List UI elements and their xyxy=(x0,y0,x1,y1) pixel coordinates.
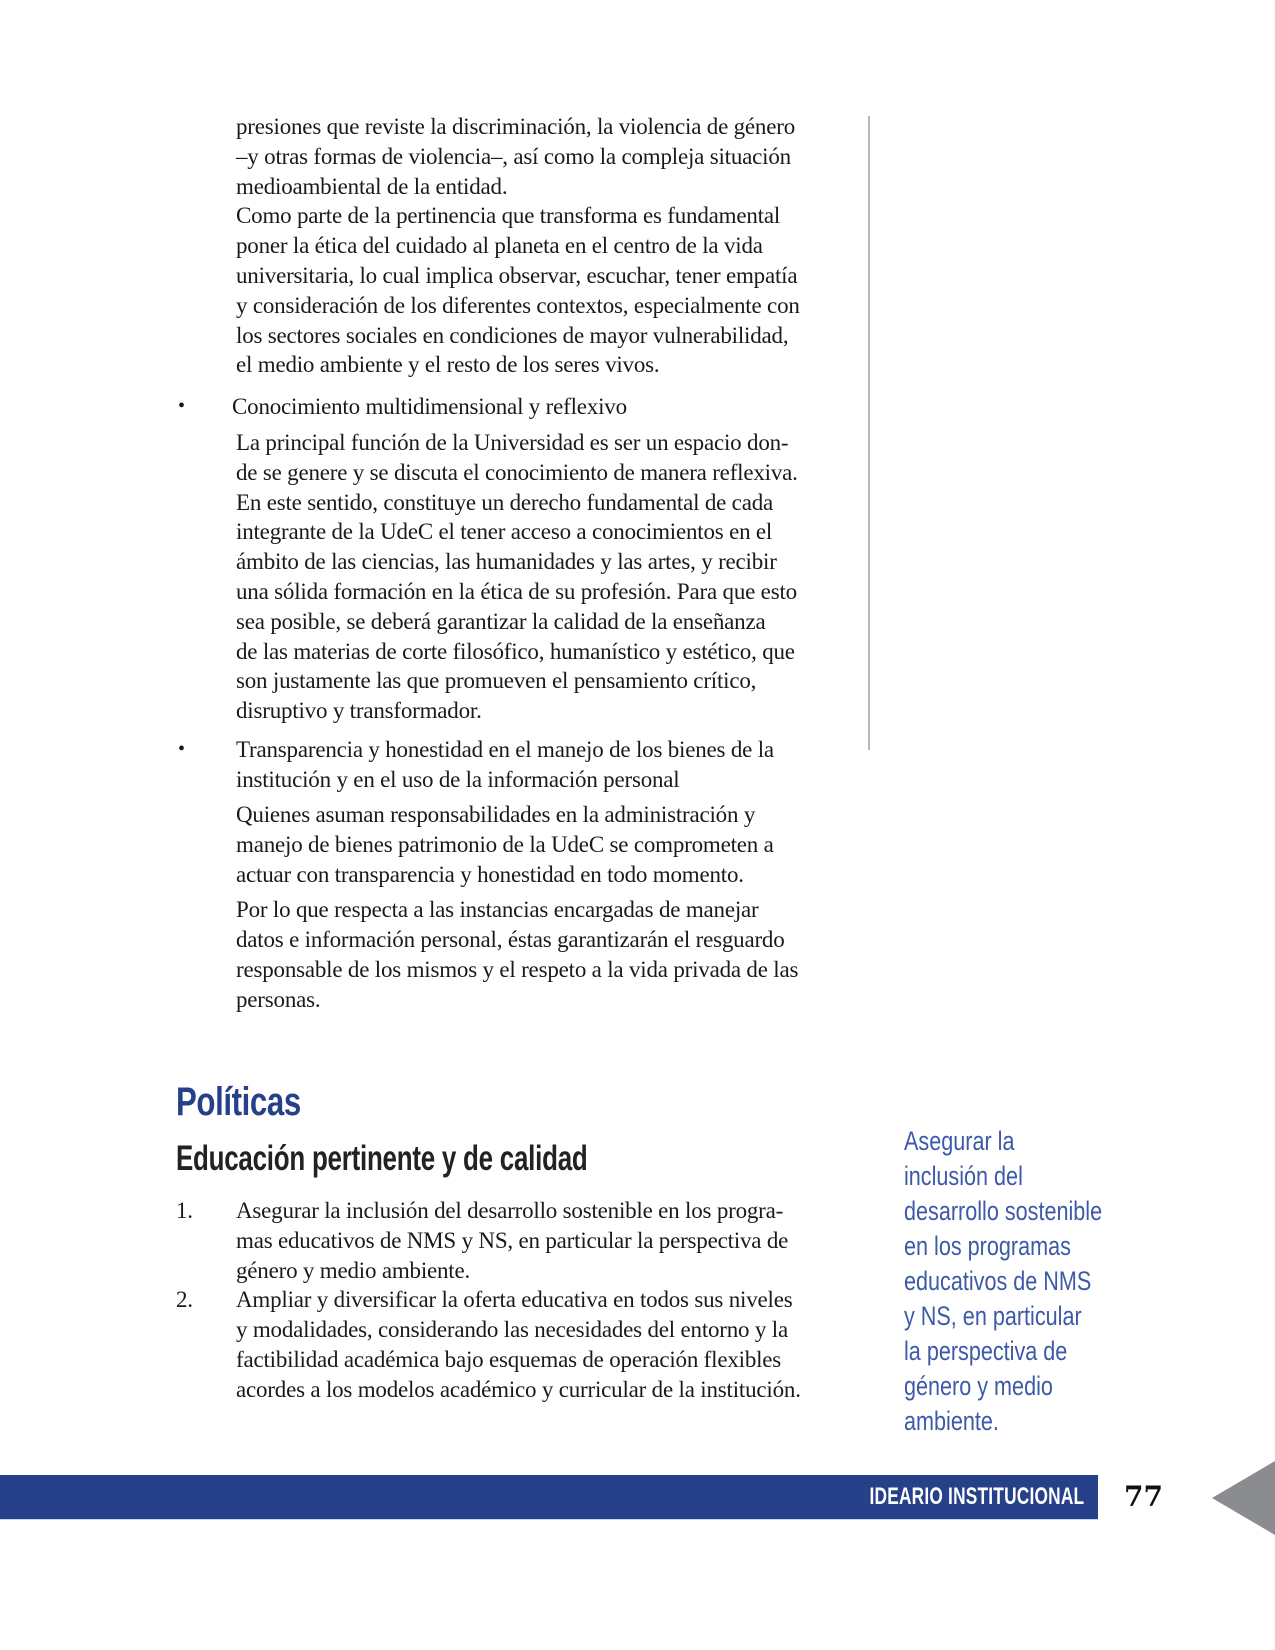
pull-quote-line: género y medio xyxy=(904,1371,1053,1401)
pull-quote-line: ambiente. xyxy=(904,1406,999,1436)
bullet-body-transparency xyxy=(236,800,848,1015)
text-line: presiones que reviste la discriminación, la violencia de género xyxy=(236,114,795,139)
bullet-marker: • xyxy=(178,395,186,417)
text-line: de las materias de corte filosófico, humanístico y estético, que xyxy=(236,638,795,664)
text-line: medioambiental de la entidad. xyxy=(236,173,508,199)
section-subtitle: Educación pertinente y de calidad xyxy=(176,1139,588,1178)
text-line: y modalidades, considerando las necesidades del entorno y la xyxy=(236,1317,788,1343)
text-line: factibilidad académica bajo esquemas de operación flexibles xyxy=(236,1346,782,1372)
text-line: –y otras formas de violencia–, así como la compleja situación xyxy=(236,143,791,169)
section-title: Políticas xyxy=(176,1080,301,1124)
page-number: 77 xyxy=(1124,1480,1163,1513)
bullet-heading xyxy=(232,392,844,422)
text-line: acordes a los modelos académico y curricular de la institución. xyxy=(236,1376,801,1402)
text-line: Asegurar la inclusión del desarrollo sostenible en los progra- xyxy=(236,1198,784,1223)
text-line: son justamente las que promueven el pensamiento crítico, xyxy=(236,668,757,694)
text-line: Quienes asuman responsabilidades en la administración y xyxy=(236,802,756,827)
text-line: mas educativos de NMS y NS, en particular la perspectiva de xyxy=(236,1227,789,1253)
pull-quote-line: la perspectiva de xyxy=(904,1336,1068,1366)
policy-item xyxy=(176,1196,848,1285)
bullet-item-transparency xyxy=(236,735,848,795)
pull-quote-line: en los programas xyxy=(904,1231,1071,1261)
text-line: Como parte de la pertinencia que transforma es fundamental xyxy=(236,203,781,229)
text-line: Transparencia y honestidad en el manejo de los bienes de la xyxy=(236,737,774,762)
administration-paragraph xyxy=(236,800,848,889)
text-line: integrante de la UdeC el tener acceso a conocimientos en el xyxy=(236,519,773,545)
footer-label: IDEARIO INSTITUCIONAL xyxy=(869,1483,1084,1510)
text-line: poner la ética del cuidado al planeta en el centro de la vida xyxy=(236,233,763,259)
text-line: Conocimiento multidimensional y reflexivo xyxy=(232,394,627,419)
text-line: Ampliar y diversificar la oferta educativa en todos sus niveles xyxy=(236,1287,793,1313)
continuation-paragraph xyxy=(236,112,848,201)
text-line: disruptivo y transformador. xyxy=(236,698,482,724)
pull-quote-line: Asegurar la xyxy=(904,1126,1015,1156)
text-line: responsable de los mismos y el respeto a la vida privada de las xyxy=(236,956,799,982)
policy-list xyxy=(176,1196,848,1405)
bullet-marker: • xyxy=(178,738,186,760)
text-line: institución y en el uso de la información personal xyxy=(236,766,680,792)
text-line: actuar con transparencia y honestidad en todo momento. xyxy=(236,861,744,887)
bullet-heading xyxy=(236,735,848,795)
page-turn-triangle-icon[interactable] xyxy=(1212,1461,1275,1535)
personal-data-paragraph xyxy=(236,895,848,1014)
column-divider-rule xyxy=(868,116,870,750)
text-line: el medio ambiente y el resto de los seres vivos. xyxy=(236,352,660,378)
text-line: Por lo que respecta a las instancias encargadas de manejar xyxy=(236,897,759,923)
pull-quote-line: inclusión del xyxy=(904,1161,1023,1191)
text-line: personas. xyxy=(236,986,321,1012)
text-line: datos e información personal, éstas garantizarán el resguardo xyxy=(236,927,785,953)
text-line: universitaria, lo cual implica observar, escuchar, tener empatía xyxy=(236,262,798,288)
text-line: y consideración de los diferentes contextos, especialmente con xyxy=(236,292,800,318)
top-text-block xyxy=(236,112,848,380)
pull-quote-line: educativos de NMS xyxy=(904,1266,1092,1296)
text-line: manejo de bienes patrimonio de la UdeC se comprometen a xyxy=(236,831,774,857)
pull-quote-line: y NS, en particular xyxy=(904,1301,1082,1331)
text-line: de se genere y se discuta el conocimiento de manera reflexiva. xyxy=(236,459,798,485)
text-line: ámbito de las ciencias, las humanidades y las artes, y recibir xyxy=(236,549,777,575)
pull-quote xyxy=(904,1124,1103,1439)
text-line: sea posible, se deberá garantizar la calidad de la enseñanza xyxy=(236,608,766,634)
bullet-item-knowledge xyxy=(232,392,844,422)
policy-item xyxy=(176,1285,848,1404)
knowledge-paragraph xyxy=(236,428,848,726)
pull-quote-line: desarrollo sostenible xyxy=(904,1196,1103,1226)
text-line: género y medio ambiente. xyxy=(236,1257,471,1283)
text-line: En este sentido, constituye un derecho fundamental de cada xyxy=(236,489,774,515)
care-ethics-paragraph xyxy=(236,201,848,380)
item-number: 2. xyxy=(176,1287,193,1313)
bullet-body-knowledge xyxy=(236,428,848,726)
text-line: los sectores sociales en condiciones de mayor vulnerabilidad, xyxy=(236,322,789,348)
footer-band xyxy=(0,1475,1098,1520)
text-line: La principal función de la Universidad es ser un espacio don- xyxy=(236,430,789,455)
text-line: una sólida formación en la ética de su profesión. Para que esto xyxy=(236,578,797,604)
item-number: 1. xyxy=(176,1198,193,1223)
